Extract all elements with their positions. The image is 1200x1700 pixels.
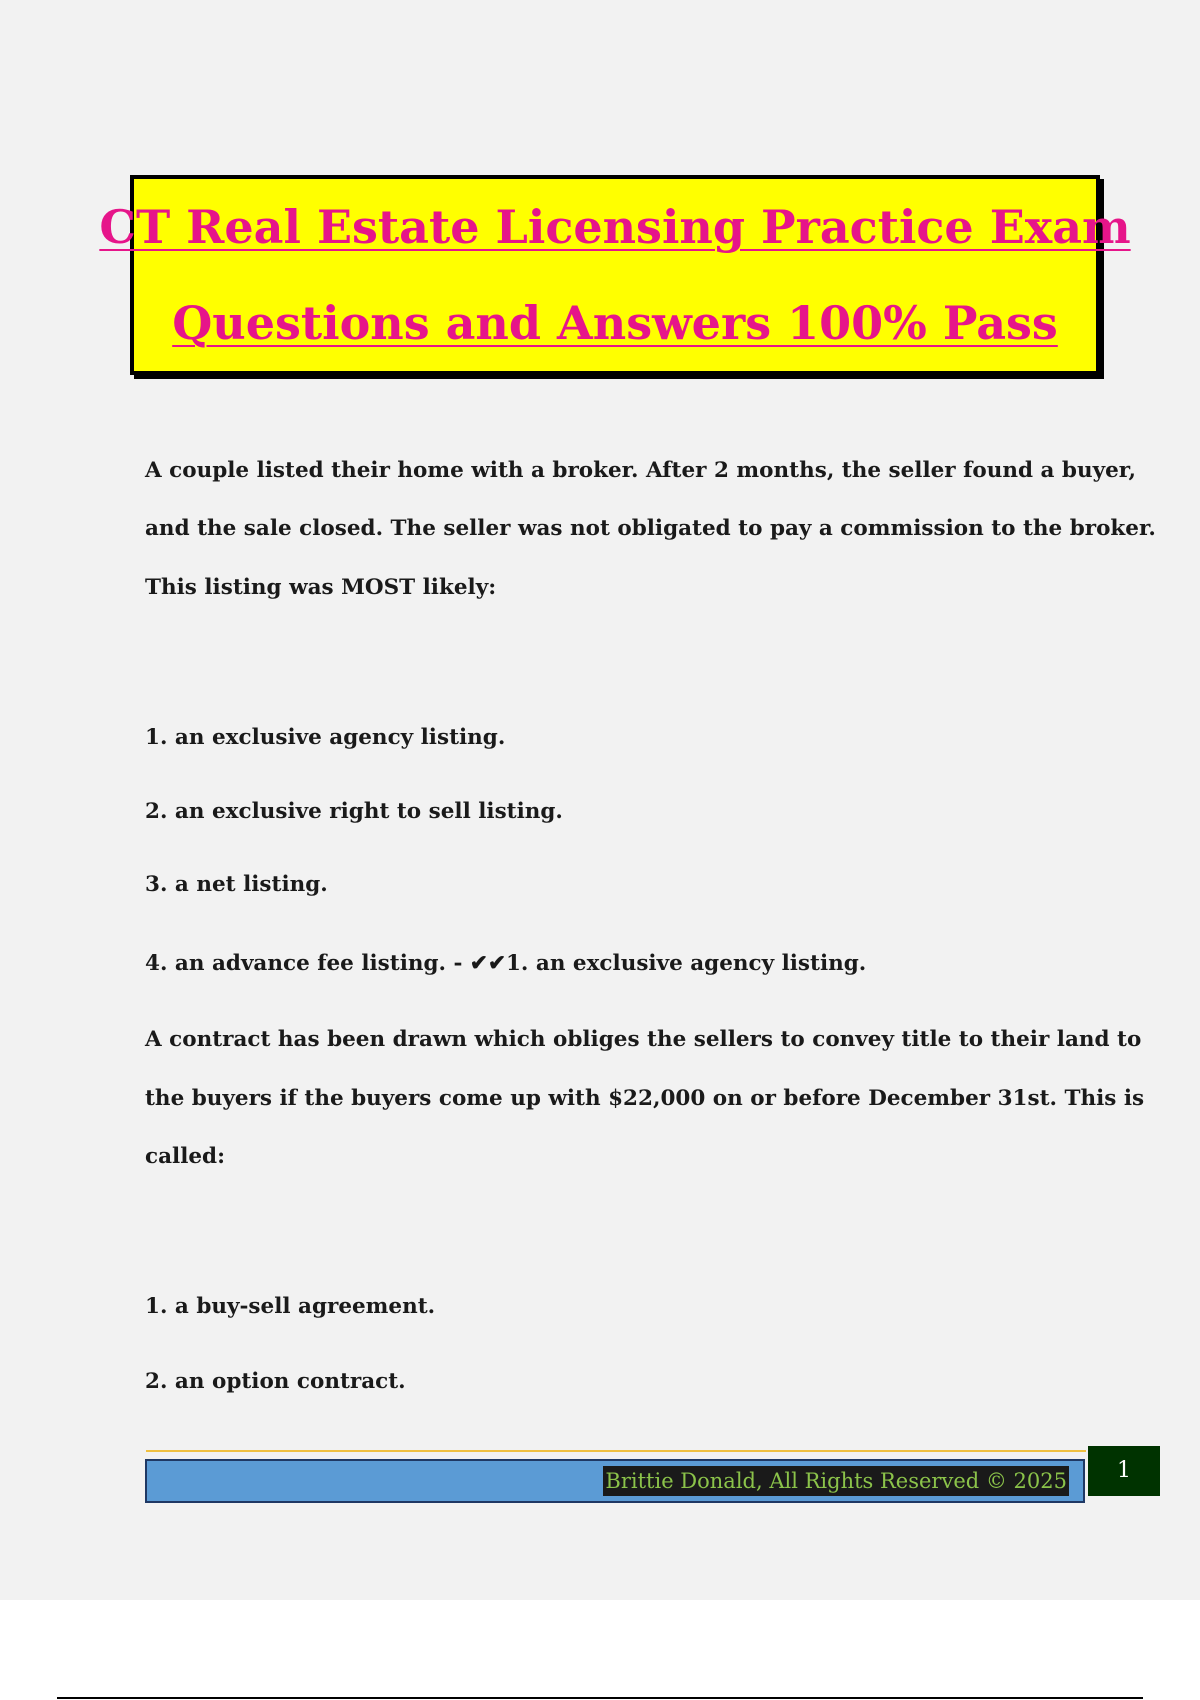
question-2-option-2: 2. an option contract.	[145, 1369, 406, 1394]
question-2-line-1: A contract has been drawn which obliges the sellers to convey title to their land to	[145, 1027, 1142, 1052]
question-1-option-1: 1. an exclusive agency listing.	[145, 725, 506, 750]
question-2-line-2: the buyers if the buyers come up with $22,000 on or before December 31st. This is	[145, 1086, 1145, 1111]
question-1-option-3: 3. a net listing.	[145, 872, 328, 897]
question-2-option-1: 1. a buy-sell agreement.	[145, 1294, 436, 1319]
footer-divider	[146, 1450, 1086, 1452]
page-bottom-divider	[57, 1697, 1143, 1699]
question-1-option-4-answer: 4. an advance fee listing. - ✔✔1. an exclusive agency listing.	[145, 951, 867, 976]
question-2-line-3: called:	[145, 1144, 226, 1169]
footer-bar	[145, 1459, 1085, 1503]
question-1-line-3: This listing was MOST likely:	[145, 575, 497, 600]
question-1-option-2: 2. an exclusive right to sell listing.	[145, 799, 563, 824]
title-line-2: Questions and Answers 100% Pass	[172, 296, 1058, 350]
title-box	[99, 175, 1131, 375]
question-1-line-1: A couple listed their home with a broker. After 2 months, the seller found a buyer,	[145, 458, 1136, 483]
page-number: 1	[1088, 1446, 1160, 1496]
question-1-line-2: and the sale closed. The seller was not obligated to pay a commission to the broker.	[145, 516, 1156, 541]
footer-copyright: Brittie Donald, All Rights Reserved © 2025	[603, 1466, 1069, 1496]
title-line-1: CT Real Estate Licensing Practice Exam	[99, 200, 1131, 254]
